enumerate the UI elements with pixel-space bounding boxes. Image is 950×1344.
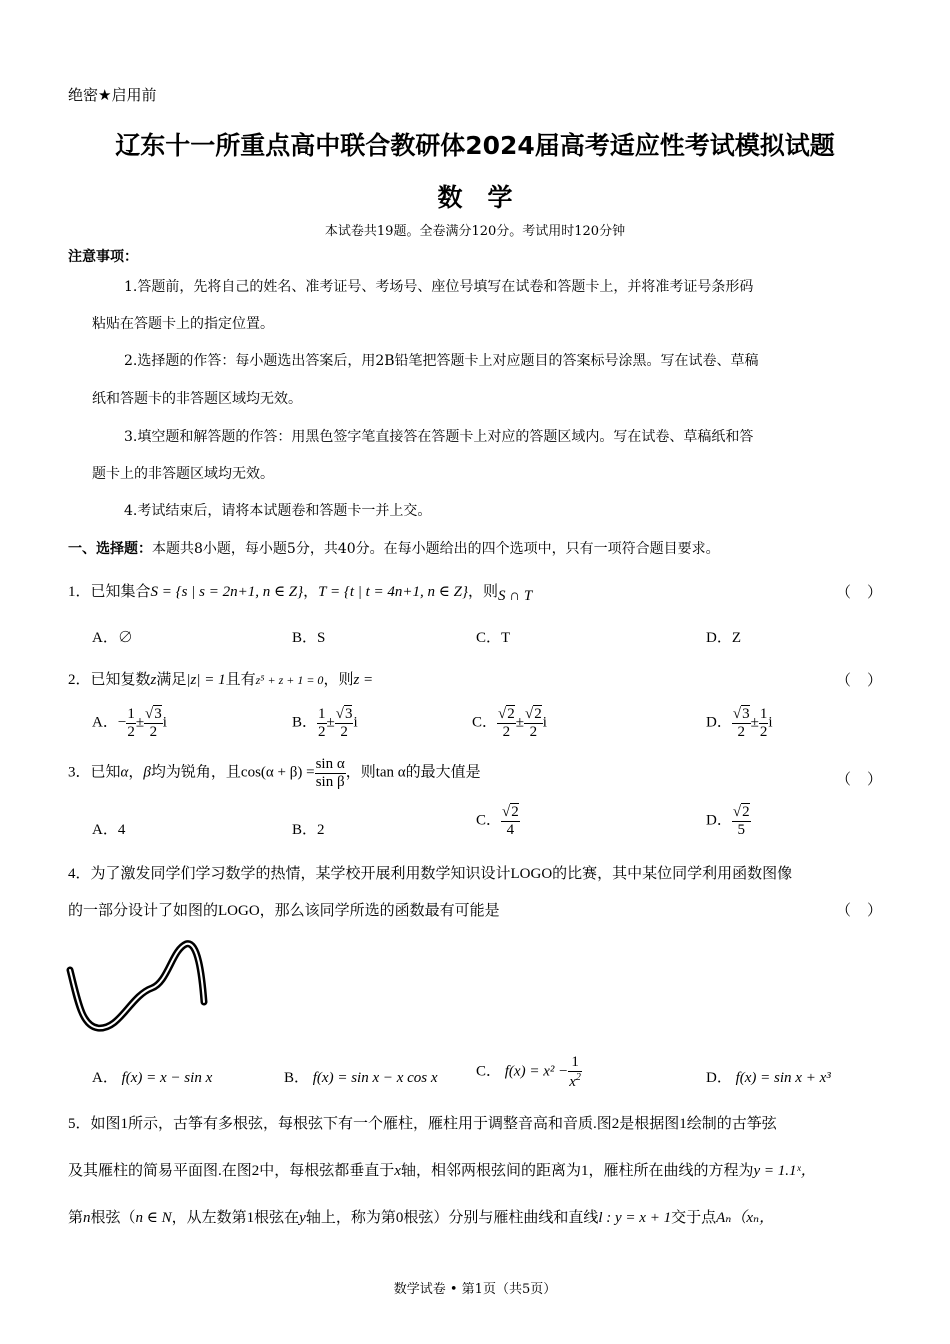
answer-paren-3: （ ） (836, 770, 882, 788)
note-1-line-2: 粘贴在答题卡上的指定位置。 (92, 316, 274, 332)
exam-info: 本试卷共19题。全卷满分120分。考试用时120分钟 (324, 224, 626, 239)
q3-option-a: A．4 (92, 822, 126, 838)
question-3: 3．已知α，β均为锐角，且cos(α + β) = $\frac{\text{sin α}}{\text{sin β}}$ ，则tan α的最大值是 (68, 756, 481, 790)
intersection-expr: S ∩ T (498, 588, 533, 604)
question-2: 2．已知复数z满足|z| = 1且有z⁵ + z + 1 = 0，则z = (68, 672, 374, 688)
q3-option-c: C． $\frac{√2}{4}$ (476, 804, 519, 838)
question-5-line-1: 5．如图1所示，古筝有多根弦，每根弦下有一个雁柱，雁柱用于调整音高和音质.图2是根据图1绘制的古筝弦 (68, 1116, 777, 1132)
set-t: T = {t | t = 4n+1, n ∈ Z} (318, 584, 468, 600)
q1-option-a: A．∅ (92, 630, 133, 646)
note-3-line-2: 题卡上的非答题区域均无效。 (92, 466, 274, 482)
answer-paren-1: （ ） (836, 583, 882, 601)
page-footer: 数学试卷 • 第1页（共5页） (393, 1282, 557, 1297)
q1-option-c: C．T (476, 630, 511, 646)
question-4-line-2: 的一部分设计了如图的LOGO，那么该同学所选的函数最有可能是 (68, 903, 500, 919)
q4-option-c: C． f(x) = x² − $\frac{1}{x^2}$ (476, 1054, 581, 1090)
question-5-line-2: 及其雁柱的简易平面图.在图2中，每根弦都垂直于x轴，相邻两根弦间的距离为1，雁柱所在曲线的方程为y = 1.1ˣ， (68, 1163, 816, 1179)
q4-option-b: B． f(x) = sin x − x cos x (284, 1070, 438, 1086)
note-4: 4.考试结束后，请将本试题卷和答题卡一并上交。 (124, 503, 432, 519)
answer-paren-2: （ ） (836, 671, 882, 689)
question-4-line-1: 4．为了激发同学们学习数学的热情，某学校开展利用数学知识设计LOGO的比赛，其中某位同学利用函数图像 (68, 866, 793, 882)
q1-option-b: B．S (292, 630, 326, 646)
q2-option-c: C． $\frac{√2}{2}$ ± $\frac{√2}{2}$ i (472, 706, 547, 740)
note-1-line-1: 1.答题前，先将自己的姓名、准考证号、考场号、座位号填写在试卷和答题卡上，并将准考证号条形码 (124, 279, 754, 295)
subject-title: 数 学 (437, 183, 513, 212)
notes-heading: 注意事项： (68, 249, 138, 265)
question-5-line-3: 第n根弦（n ∈ N，从左数第1根弦在y轴上，称为第0根弦）分别与雁柱曲线和直线l : y = x + 1交于点Aₙ（xₙ， (68, 1210, 775, 1226)
note-2-line-2: 纸和答题卡的非答题区域均无效。 (92, 391, 302, 407)
section-1-label: 一、选择题： (68, 541, 152, 557)
section-1-heading (68, 538, 720, 558)
note-2-line-1: 2.选择题的作答：每小题选出答案后，用2B铅笔把答题卡上对应题目的答案标号涂黑。写在试卷、草稿 (124, 353, 759, 369)
set-s: S = {s | s = 2n+1, n ∈ Z} (150, 584, 304, 600)
question-1: 1．已知集合S = {s | s = 2n+1, n ∈ Z}，T = {t | t = 4n+1, n ∈ Z}，则S ∩ T (68, 584, 533, 604)
q1-option-d: D．Z (706, 630, 741, 646)
exam-title: 辽东十一所重点高中联合教研体2024届高考适应性考试模拟试题 (115, 131, 835, 160)
q2-option-a: A．− $\frac{1}{2}$ ± $\frac{√3}{2}$ i (92, 706, 167, 740)
q3-option-b: B．2 (292, 822, 325, 838)
logo-figure (64, 936, 212, 1040)
q4-option-d: D． f(x) = sin x + x³ (706, 1070, 831, 1086)
note-3-line-1: 3.填空题和解答题的作答：用黑色签字笔直接答在答题卡上对应的答题区域内。写在试卷、草稿纸和答 (124, 429, 754, 445)
q3-option-d: D． $\frac{√2}{5}$ (706, 804, 750, 838)
q2-option-b: B． $\frac{1}{2}$ ± $\frac{√3}{2}$ i (292, 706, 358, 740)
q2-option-d: D． $\frac{√3}{2}$ ± $\frac{1}{2}$ i (706, 706, 773, 740)
q4-option-a: A． f(x) = x − sin x (92, 1070, 213, 1086)
secret-label: 绝密★启用前 (68, 86, 157, 104)
section-1-text: 本题共8小题，每小题5分，共40分。在每小题给出的四个选项中，只有一项符合题目要求。 (152, 541, 720, 557)
answer-paren-4: （ ） (836, 901, 882, 919)
